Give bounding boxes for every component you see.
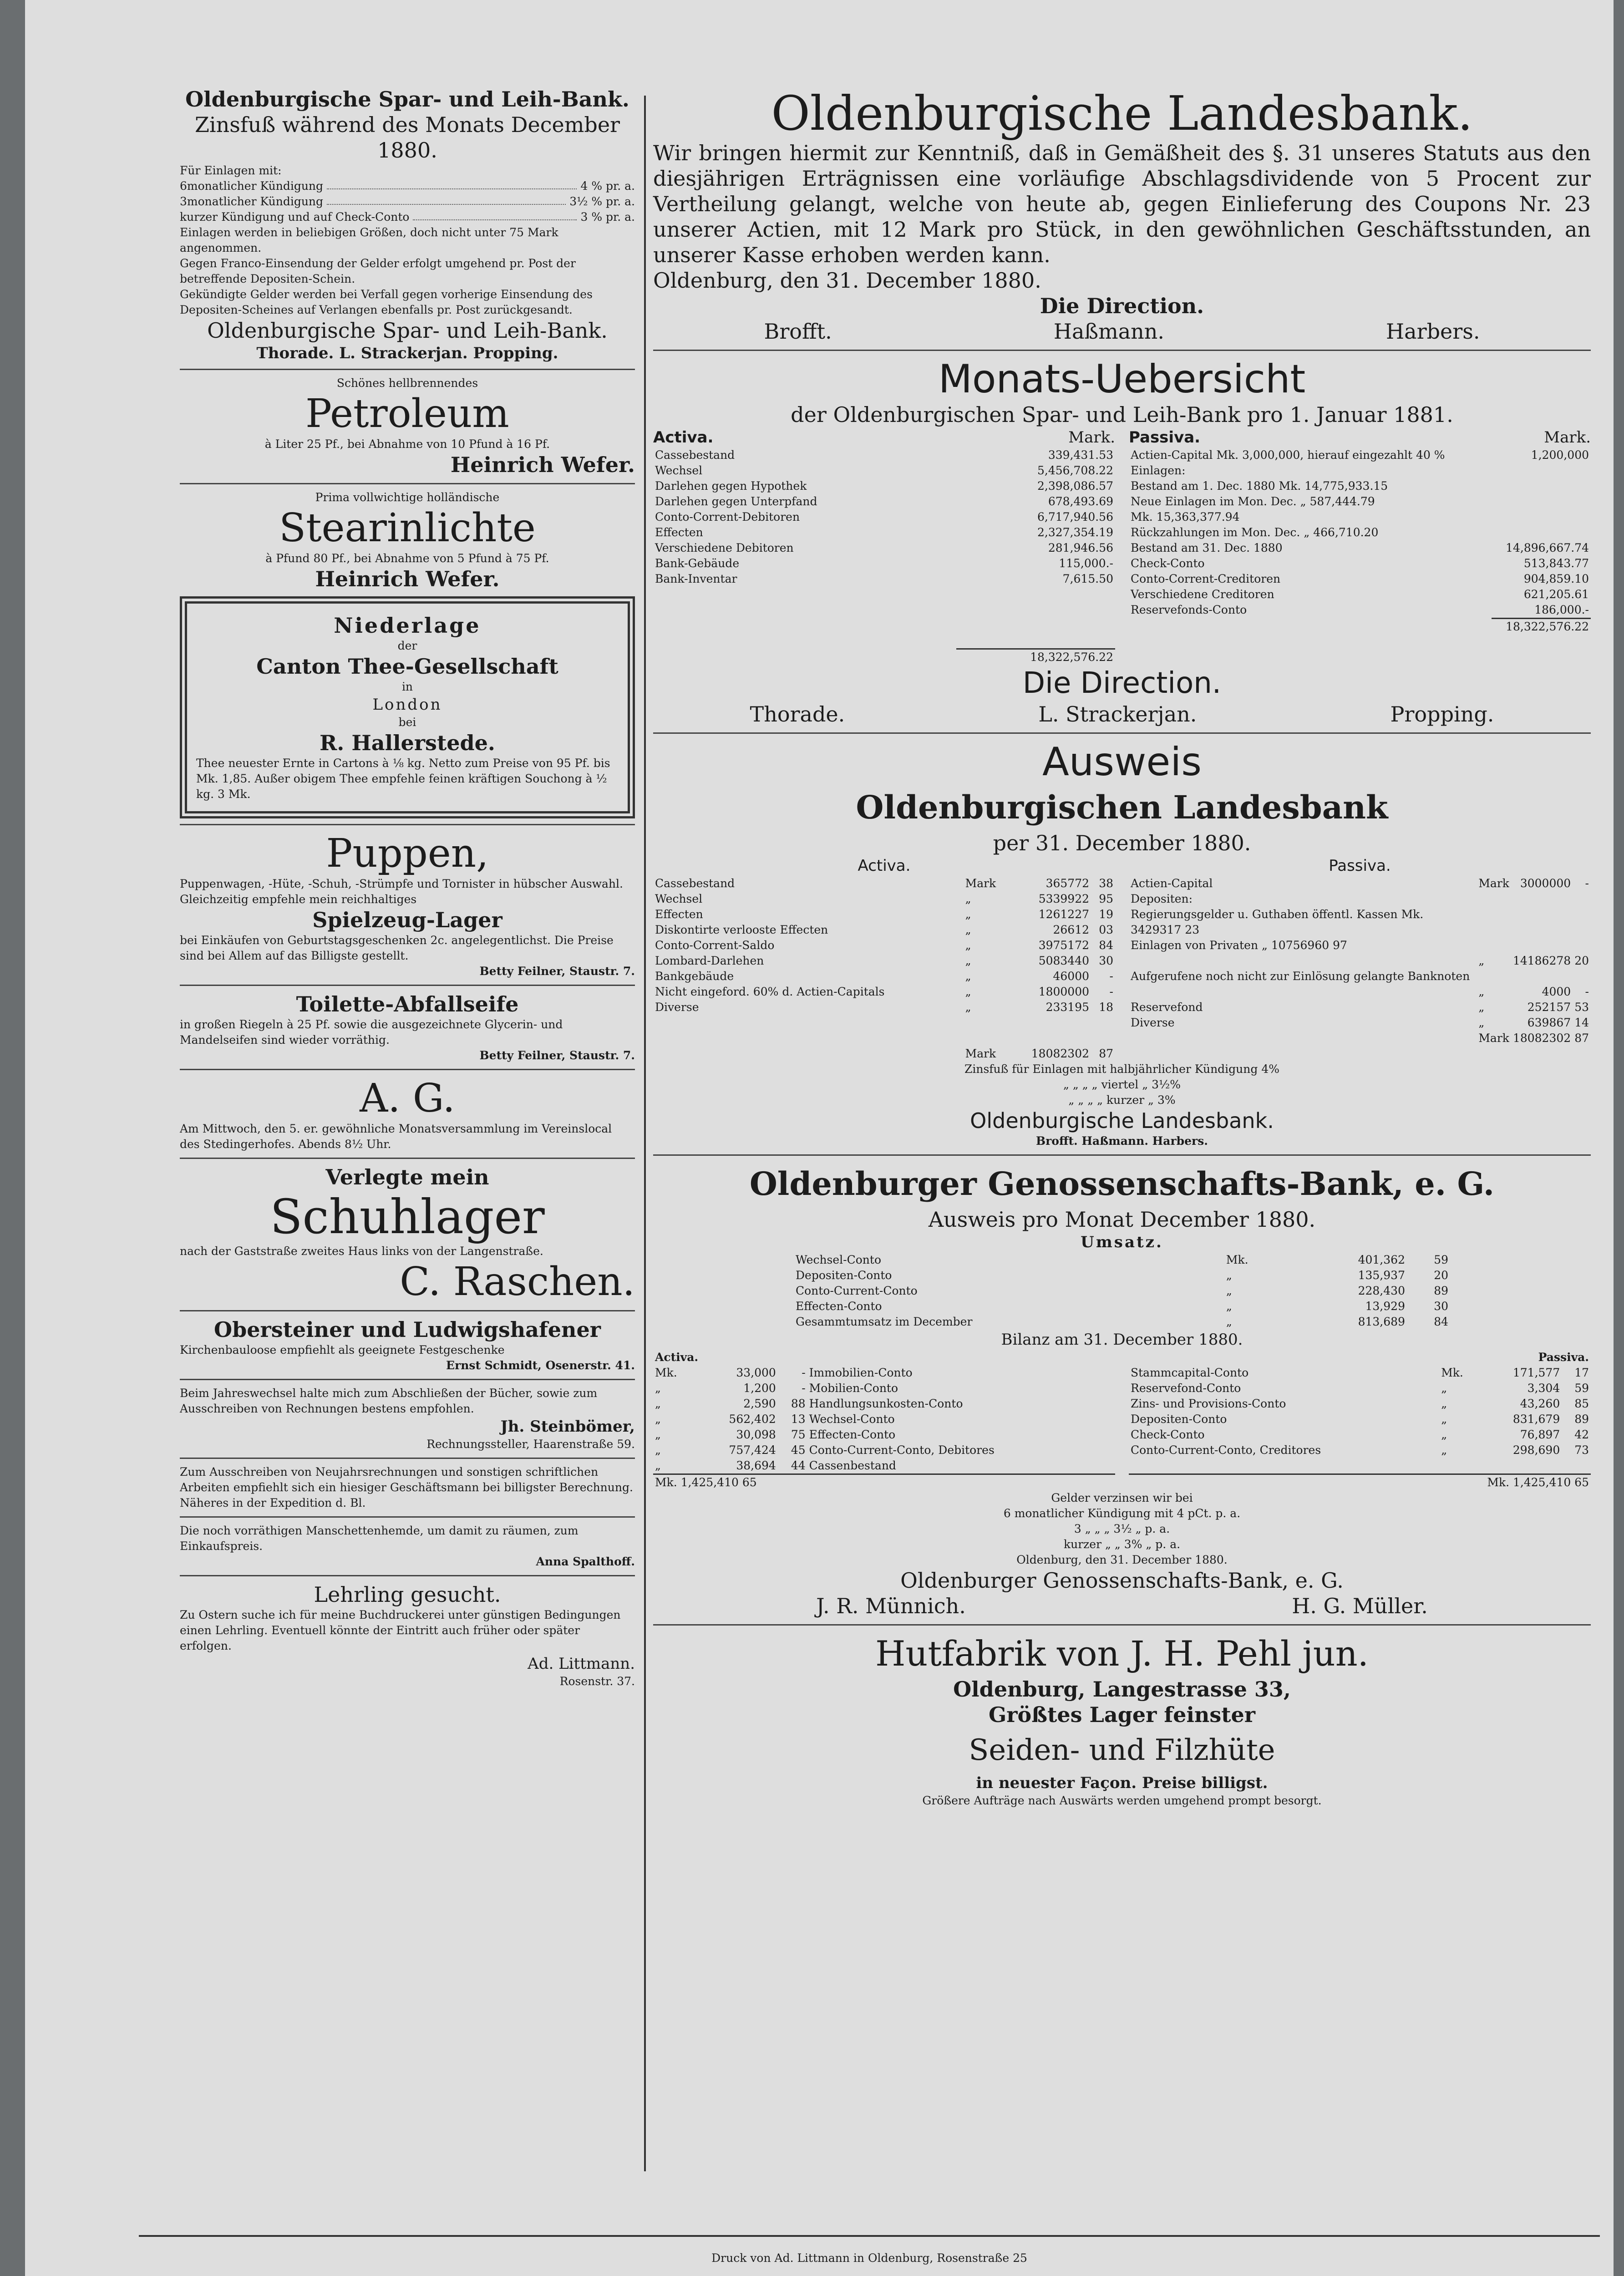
ad-stearinlichte: Prima vollwichtige holländische Stearinlichte à Pfund 80 Pf., bei Abnahme von 5 Pfund à 75 Pf. Heinrich Wefer. [180,490,635,592]
table-row: Verschiedene Debitoren 281,946.56 [655,541,1113,554]
table-row: Actien-Capital Mark 3000000 - [1131,876,1589,890]
table-row: Reservefond-Conto „ 3,304 59 [1131,1381,1589,1395]
ad-canton-thee: Niederlage der Canton Thee-Gesellschaft in London bei R. Hallerstede. Thee neuester Ernte in Cartons à ⅛ kg. Netto zum Preise von 95 Pf. bis Mk. 1,85. Außer obigem Thee empfehle feinen kräftigen Souchong à ½ kg. 3 Mk. [180,596,635,818]
left-column [180,86,635,1689]
ad-advertiser: Betty Feilner, Staustr. 7. [479,965,635,978]
notice-title: Oldenburgische Landesbank. [771,86,1473,141]
genossenschafts-bank: Oldenburger Genossenschafts-Bank, e. G. Ausweis pro Monat December 1880. Umsatz. Wechsel-Conto Mk. 401,362 59 Depositen-Conto „ 135,937 20 Conto-Current-Conto „ 228,430 89 Effecten-Conto „ 13,929 30 Gesammtumsatz im December „ 813,689 84 Bilanz am 31. December 1880. Activa. Mk. 33,000 - Immobilien-Conto „ 1,200 - Mobilien-Conto „ 2,590 88 Handlungsunkosten-Conto „ 562,402 13 Wechsel-Conto „ 30,098 75 Effecten-Conto „ 757,424 45 Conto-Current-Conto, Debitores „ 38,694 44 Cassenbestand Mk. 1,425,410 65 Passiva. Stammcapital-Conto Mk. 171,577 17 Reservefond-Conto „ 3,304 59 Zins- und Provisions-Conto „ 43,260 85 Depositen-Conto „ 831,679 89 Check-Conto „ 76,897 42 Conto-Current-Conto, Creditores „ 298,690 73 Mk. 1,425,410 65 Gelder verzinsen wir bei 6 monatlicher Kündigung mit 4 pCt. p. a. 3 „ „ „ 3½ „ p. a. kurzer „ „ 3% „ p. a. Oldenburg, den 31. December 1880. Oldenburger Genossenschafts-Bank, e. G. J. R. Münnich. H. G. Müller. [653,1161,1591,1619]
table-row: Conto-Current-Conto, Creditores „ 298,690 73 [1131,1443,1589,1457]
ad-title: Oldenburgische Spar- und Leih-Bank. [185,87,629,112]
table-row: Bestand am 31. Dec. 1880 14,896,667.74 [1131,541,1589,554]
activa-table: Activa. Cassebestand Mark 365772 38 Wechsel „ 5339922 95 Effecten „ 1261227 19 Diskontirte verlooste Effecten „ 26612 03 Conto-Corrent-Saldo „ 3975172 84 Lombard-Darlehen „ 5083440 30 Bankgebäude „ 46000 - Nicht eingeford. 60% d. Actien-Capitals „ 1800000 - Diverse „ 233195 18 Mark 18082302 87 [653,856,1115,1062]
table-row: Einlagen von Privaten „ 10756960 97 [1131,938,1347,952]
ad-text: Für Einlagen mit: [180,164,282,177]
total-row: 18,322,576.22 [653,649,1115,665]
notice-landesbank: Oldenburgische Landesbank. Wir bringen hiermit zur Kenntniß, daß in Gemäßheit des §. 31 unseres Statuts aus den diesjährigen Erträgnissen eine vorläufige Abschlagsdividende von 5 Procent zur Vertheilung gelangt, welche von heute ab, gegen Einlieferung des Coupons Nr. 23 unserer Actien, mit 12 Mark pro Stück, in den gewöhnlichen Geschäftsstunden, an unserer Kasse erhoben werden kann. Oldenburg, den 31. December 1880. Die Direction. Brofft. Haßmann. Harbers. [653,86,1591,344]
table-row: Diskontirte verlooste Effecten „ 26612 03 [655,923,1113,936]
ad-names: Thorade. L. Strackerjan. Propping. [256,344,558,362]
ad-advertiser: Anna Spalthoff. [536,1555,635,1568]
ad-advertiser: Heinrich Wefer. [315,567,500,591]
table-row: Aufgerufene noch nicht zur Einlösung gelangte Banknoten [1131,969,1470,983]
ad-oberstein: Obersteiner und Ludwigshafener Kirchenbauloose empfiehlt als geeignete Festgeschenke Ernst Schmidt, Osenerstr. 41. [180,1317,635,1373]
ad-spar-leih-bank [180,86,635,363]
table-row: Rückzahlungen im Mon. Dec. „ 466,710.20 [1131,526,1379,539]
ad-headline: Petroleum [305,391,509,437]
table-row: Mk. 15,363,377.94 [1131,510,1240,523]
ad-toilette-seife: Toilette-Abfallseife in großen Riegeln à 25 Pf. sowie die ausgezeichnete Glycerin- und Mandelseifen sind wieder vorräthig. Betty Feilner, Staustr. 7. [180,991,635,1063]
ad-advertiser: Ernst Schmidt, Osenerstr. 41. [446,1359,635,1372]
total-row: Mk. 1,425,410 65 [653,1474,1115,1490]
activa-table: Activa. Mark. Cassebestand 339,431.53 Wechsel 5,456,708.22 Darlehen gegen Hypothek 2,398,086.57 Darlehen gegen Unterpfand 678,493.69 Conto-Corrent-Debitoren 6,717,940.56 Effecten 2,327,354.19 Verschiedene Debitoren 281,946.56 Bank-Gebäude 115,000.- Bank-Inventar 7,615.50 18,322,576.22 [653,427,1115,665]
ad-schuhlager: Verlegte mein Schuhlager nach der Gaststraße zweites Haus links von der Langenstraße. C. Raschen. [180,1165,635,1305]
table-row: Nicht eingeford. 60% d. Actien-Capitals „ 1800000 - [655,985,1113,998]
total-row: 18,322,576.22 [1129,619,1591,635]
table-row: Check-Conto 513,843.77 [1131,557,1589,570]
table-row: Actien-Capital Mk. 3,000,000, hierauf eingezahlt 40 % 1,200,000 [1131,448,1589,462]
table-row: Bank-Inventar 7,615.50 [655,572,1113,585]
table-row: Cassebestand 339,431.53 [655,448,1113,462]
section-title: Oldenburger Genossenschafts-Bank, e. G. [749,1164,1495,1203]
ad-text: Einlagen werden in beliebigen Größen, doch nicht unter 75 Mark angenommen. [180,226,558,254]
table-row: Regierungsgelder u. Guthaben öffentl. Kassen Mk. 3429317 23 [1131,907,1424,936]
total-row: Mark 18082302 87 [1478,1031,1589,1045]
table-row: Effecten-Conto „ 13,929 30 [796,1299,1448,1313]
table-row: Wechsel-Conto Mk. 401,362 59 [796,1253,1448,1266]
table-row: Reservefond „ 252157 53 [1131,1000,1589,1014]
total-row: Mark 18082302 87 [965,1047,1113,1060]
ad-steinboemer: Beim Jahreswechsel halte mich zum Abschließen der Bücher, sowie zum Ausschreiben von Rechnungen bestens empfohlen. Jh. Steinbömer, Rechnungssteller, Haarenstraße 59. [180,1387,635,1451]
table-row: Reservefonds-Conto 186,000.- [1131,603,1589,616]
ad-advertiser: Betty Feilner, Staustr. 7. [479,1049,635,1062]
ad-headline: Lehrling gesucht. [314,1582,501,1607]
ad-headline: Obersteiner und Ludwigshafener [214,1317,601,1342]
table-row: Depositen: [1131,892,1193,905]
rate-row: 3monatlicher Kündigung 3½ % pr. a. [180,195,635,208]
ad-headline: Puppen, [326,831,489,876]
table-row [653,1031,1115,1046]
table-row: Neue Einlagen im Mon. Dec. „ 587,444.79 [1131,495,1375,508]
table-row: Zins- und Provisions-Conto „ 43,260 85 [1131,1397,1589,1410]
signatories: Brofft. Haßmann. Harbers. [764,319,1480,344]
ad-lehrling: Lehrling gesucht. Zu Ostern suche ich für meine Buchdruckerei unter günstigen Bedingungen einen Lehrling. Eventuell könnte der Eintritt auch früher oder später erfolgen. Ad. Littmann. Rosenstr. 37. [180,1582,635,1688]
table-row: „ 1,200 - Mobilien-Conto [655,1381,898,1395]
monats-uebersicht: Monats-Uebersicht der Oldenburgischen Spar- und Leih-Bank pro 1. Januar 1881. Activa. Mark. Cassebestand 339,431.53 Wechsel 5,456,708.22 Darlehen gegen Hypothek 2,398,086.57 Darlehen gegen Unterpfand 678,493.69 Conto-Corrent-Debitoren 6,717,940.56 Effecten 2,327,354.19 Verschiedene Debitoren 281,946.56 Bank-Gebäude 115,000.- Bank-Inventar 7,615.50 18,322,576.22 Passiva. Mark. Actien-Capital Mk. 3,000,000, hierauf eingezahlt 40 % 1,200,000 Einlagen: Bestand am 1. Dec. 1880 Mk. 14,775,933.15 Neue Einlagen im Mon. Dec. „ 587,444.79 Mk. 15,363,377.94 Rückzahlungen im Mon. Dec. „ 466,710.20 Bestand am 31. Dec. 1880 14,896,667.74 Check-Conto 513,843.77 Conto-Corrent-Creditoren 904,859.10 Verschiedene Creditoren 621,205.61 Reservefonds-Conto 186,000.- 18,322,576.22 Die Direction. Thorade. L. Strackerjan. Propping. [653,356,1591,726]
table-row: „ 562,402 13 Wechsel-Conto [655,1412,895,1426]
signatories: Thorade. L. Strackerjan. Propping. [750,701,1494,726]
ad-headline: A. G. [360,1076,455,1121]
ad-advertiser: Heinrich Wefer. [450,452,635,477]
table-row: Wechsel „ 5339922 95 [655,892,1113,905]
passiva-table: Passiva. Stammcapital-Conto Mk. 171,577 17 Reservefond-Conto „ 3,304 59 Zins- und Provisions-Conto „ 43,260 85 Depositen-Conto „ 831,679 89 Check-Conto „ 76,897 42 Conto-Current-Conto, Creditores „ 298,690 73 Mk. 1,425,410 65 [1129,1350,1591,1490]
ad-ag: A. G. Am Mittwoch, den 5. er. gewöhnliche Monatsversammlung im Vereinslocal des Stedingerhofes. Abends 8½ Uhr. [180,1076,635,1152]
ad-headline: Canton Thee-Gesellschaft [256,654,558,679]
table-row: Stammcapital-Conto Mk. 171,577 17 [1131,1366,1589,1379]
page-content [139,59,1600,2276]
umsatz-table [794,1252,1450,1330]
table-row: Conto-Corrent-Saldo „ 3975172 84 [655,938,1113,952]
table-row: Einlagen: [1131,464,1186,477]
table-row: „ 2,590 88 Handlungsunkosten-Conto [655,1397,963,1410]
section-title: Ausweis [1042,739,1202,785]
imprint-footer: Druck von Ad. Littmann in Oldenburg, Rosenstraße 25 [139,2235,1600,2266]
ad-headline: Hutfabrik von J. H. Pehl jun. [875,1633,1369,1674]
ad-puppen: Puppen, Puppenwagen, -Hüte, -Schuh, -Strümpfe und Tornister in hübscher Auswahl. Gleichzeitig empfehle mein reichhaltiges Spielzeug-Lager bei Einkäufen von Geburtstagsgeschenken 2c. angelegentlichst. Die Preise sind bei Allem auf das Billigste gestellt. Betty Feilner, Staustr. 7. [180,831,635,979]
notice-text: Wir bringen hiermit zur Kenntniß, daß in Gemäßheit des §. 31 unseres Statuts aus den diesjährigen Erträgnissen eine vorläufige Abschlagsdividende von 5 Procent zur Vertheilung gelangt, welche von heute ab, gegen Einlieferung des Coupons Nr. 23 unserer Actien, mit 12 Mark pro Stück, in den gewöhnlichen Geschäftsstunden, an unserer Kasse erhoben werden kann. [653,141,1591,267]
table-row [653,602,1115,618]
table-row: Mk. 33,000 - Immobilien-Conto [655,1366,913,1379]
ad-neujahr: Zum Ausschreiben von Neujahrsrechnungen und sonstigen schriftlichen Arbeiten empfiehlt sich ein hiesiger Geschäftsmann bei billigster Berechnung. Näheres in der Expedition d. Bl. [180,1465,633,1509]
ad-advertiser: R. Hallerstede. [320,731,495,755]
ad-manschetten: Die noch vorräthigen Manschettenhemde, um damit zu räumen, zum Einkaufspreis. Anna Spalthoff. [180,1523,635,1570]
table-row: Conto-Current-Conto „ 228,430 89 [796,1284,1448,1297]
signatories: J. R. Münnich. H. G. Müller. [816,1593,1428,1618]
table-row: Cassebestand Mark 365772 38 [655,876,1113,890]
ad-text: Gekündigte Gelder werden bei Verfall gegen vorherige Einsendung des Depositen-Scheines auf Verlangen ebenfalls pr. Post zurückgesandt. [180,288,593,316]
passiva-table: Passiva. Mark. Actien-Capital Mk. 3,000,000, hierauf eingezahlt 40 % 1,200,000 Einlagen: Bestand am 1. Dec. 1880 Mk. 14,775,933.15 Neue Einlagen im Mon. Dec. „ 587,444.79 Mk. 15,363,377.94 Rückzahlungen im Mon. Dec. „ 466,710.20 Bestand am 31. Dec. 1880 14,896,667.74 Check-Conto 513,843.77 Conto-Corrent-Creditoren 904,859.10 Verschiedene Creditoren 621,205.61 Reservefonds-Conto 186,000.- 18,322,576.22 [1129,427,1591,665]
table-row: Effecten „ 1261227 19 [655,907,1113,921]
table-row: Diverse „ 639867 14 [1131,1016,1589,1029]
table-row [653,1015,1115,1031]
table-row: Depositen-Conto „ 831,679 89 [1131,1412,1589,1426]
table-row [653,587,1115,602]
table-row: „ 30,098 75 Effecten-Conto [655,1428,896,1441]
total-row: Mk. 1,425,410 65 [1129,1474,1591,1490]
table-row [653,618,1115,633]
table-row: Conto-Corrent-Debitoren 6,717,940.56 [655,510,1113,523]
right-column [653,86,1591,1809]
ad-advertiser: C. Raschen. [400,1259,635,1305]
table-row: „ 14186278 20 [1478,954,1589,967]
table-row [1129,1458,1591,1474]
table-row: Diverse „ 233195 18 [655,1000,1113,1014]
passiva-table: Passiva. Actien-Capital Mark 3000000 - Depositen: Regierungsgelder u. Guthaben öffentl. Kassen Mk. 3429317 23 Einlagen von Privaten „ 10756960 97 „ 14186278 20 Aufgerufene noch nicht zur Einlösung gelangte Banknoten „ 4000 - Reservefond „ 252157 53 Diverse „ 639867 14 Mark 18082302 87 [1129,856,1591,1062]
ad-subtitle: Zinsfuß während des Monats December 1880. [194,112,620,163]
table-row: Conto-Corrent-Creditoren 904,859.10 [1131,572,1589,585]
table-row: Verschiedene Creditoren 621,205.61 [1131,588,1589,601]
table-row: Bank-Gebäude 115,000.- [655,557,1113,570]
table-row: Wechsel 5,456,708.22 [655,464,1113,477]
table-row: Effecten 2,327,354.19 [655,526,1113,539]
ad-text: Gegen Franco-Einsendung der Gelder erfolgt umgehend pr. Post der betreffende Depositen-Schein. [180,257,576,285]
table-row: Check-Conto „ 76,897 42 [1131,1428,1589,1441]
table-row: Bankgebäude „ 46000 - [655,969,1113,983]
ad-signature: Oldenburgische Spar- und Leih-Bank. [207,318,608,343]
table-row: „ 757,424 45 Conto-Current-Conto, Debitores [655,1443,995,1457]
column-divider [644,96,646,2171]
table-row: „ 4000 - [1478,985,1589,998]
ad-headline: Stearinlichte [279,505,536,551]
table-row: „ 38,694 44 Cassenbestand [655,1458,896,1472]
ad-hutfabrik: Hutfabrik von J. H. Pehl jun. Oldenburg, Langestrasse 33, Größtes Lager feinster Seiden- und Filzhüte in neuester Façon. Preise billigst. Größere Aufträge nach Auswärts werden umgehend prompt besorgt. [653,1631,1591,1809]
table-row: Darlehen gegen Hypothek 2,398,086.57 [655,479,1113,493]
ad-advertiser: Ad. Littmann. [528,1655,635,1673]
table-row: Darlehen gegen Unterpfand 678,493.69 [655,495,1113,508]
rate-row: kurzer Kündigung und auf Check-Conto 3 % pr. a. [180,210,635,224]
table-row: Depositen-Conto „ 135,937 20 [796,1268,1448,1282]
newspaper-page [25,0,1614,2276]
ad-advertiser: Jh. Steinbömer, [500,1417,635,1436]
ad-petroleum: Schönes hellbrennendes Petroleum à Liter 25 Pf., bei Abnahme von 10 Pfund à 16 Pf. Heinrich Wefer. [180,376,635,478]
table-row: Gesammtumsatz im December „ 813,689 84 [796,1315,1448,1328]
table-row: Bestand am 1. Dec. 1880 Mk. 14,775,933.15 [1131,479,1388,493]
table-row [653,633,1115,649]
notice-date: Oldenburg, den 31. December 1880. [653,268,1041,293]
rate-row: 6monatlicher Kündigung 4 % pr. a. [180,179,635,193]
section-title: Monats-Uebersicht [938,356,1306,402]
ad-headline: Toilette-Abfallseife [296,992,519,1016]
ausweis-landesbank: Ausweis Oldenburgischen Landesbank per 31. December 1880. Activa. Cassebestand Mark 365772 38 Wechsel „ 5339922 95 Effecten „ 1261227 19 Diskontirte verlooste Effecten „ 26612 03 Conto-Corrent-Saldo „ 3975172 84 Lombard-Darlehen „ 5083440 30 Bankgebäude „ 46000 - Nicht eingeford. 60% d. Actien-Capitals „ 1800000 - Diverse „ 233195 18 Mark 18082302 87 Passiva. Actien-Capital Mark 3000000 - Depositen: Regierungsgelder u. Guthaben öffentl. Kassen Mk. 3429317 23 Einlagen von Privaten „ 10756960 97 „ 14186278 20 Aufgerufene noch nicht zur Einlösung gelangte Banknoten „ 4000 - Reservefond „ 252157 53 Diverse „ 639867 14 Mark 18082302 87 Zinsfuß für Einlagen mit halbjährlicher Kündigung 4% „ „ „ „ viertel „ 3½% „ „ „ „ kurzer „ 3% Oldenburgische Landesbank. Brofft. Haßmann. Harbers. [653,739,1591,1149]
table-row: Lombard-Darlehen „ 5083440 30 [655,954,1113,967]
activa-table: Activa. Mk. 33,000 - Immobilien-Conto „ 1,200 - Mobilien-Conto „ 2,590 88 Handlungsunkosten-Conto „ 562,402 13 Wechsel-Conto „ 30,098 75 Effecten-Conto „ 757,424 45 Conto-Current-Conto, Debitores „ 38,694 44 Cassenbestand Mk. 1,425,410 65 [653,1350,1115,1490]
ad-headline: Schuhlager [270,1189,545,1245]
